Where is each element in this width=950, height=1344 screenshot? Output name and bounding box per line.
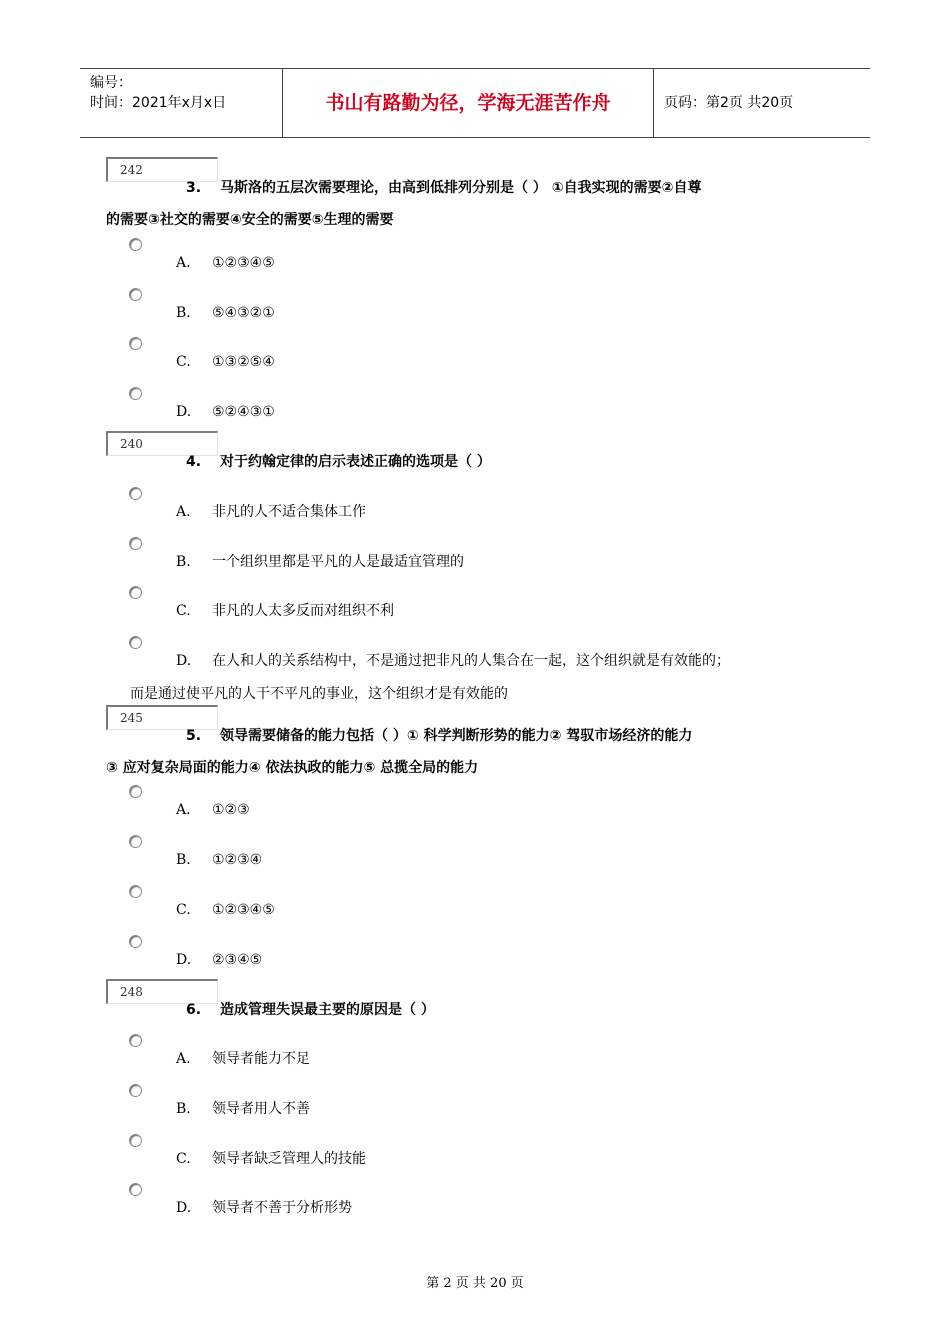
option-label: C. — [176, 902, 191, 918]
option-radio[interactable] — [129, 785, 142, 798]
option-radio[interactable] — [129, 337, 142, 350]
question-text — [106, 446, 846, 478]
option-label: B. — [176, 554, 191, 570]
score-field[interactable]: 240 — [106, 431, 218, 456]
option-radio[interactable] — [129, 1134, 142, 1147]
option-item — [176, 502, 366, 522]
option-text: 领导者用人不善 — [212, 1101, 310, 1117]
question-text — [106, 720, 846, 784]
option-label: C. — [176, 1151, 191, 1167]
score-field[interactable]: 242 — [106, 157, 218, 182]
option-text-continuation: 而是通过使平凡的人干不平凡的事业，这个组织才是有效能的 — [130, 686, 508, 702]
option-text: 领导者能力不足 — [212, 1051, 310, 1067]
option-label: B. — [176, 305, 191, 321]
question-line-1: 造成管理失误最主要的原因是（ ） — [220, 1002, 435, 1018]
score-field[interactable]: 248 — [106, 979, 218, 1004]
option-text: 在人和人的关系结构中，不是通过把非凡的人集合在一起，这个组织就是有效能的； — [212, 653, 730, 669]
option-item — [176, 352, 275, 372]
option-radio[interactable] — [129, 238, 142, 251]
option-radio[interactable] — [129, 288, 142, 301]
option-label: A. — [176, 1051, 191, 1067]
question-number: 5. — [186, 728, 202, 744]
option-radio[interactable] — [129, 387, 142, 400]
option-radio[interactable] — [129, 537, 142, 550]
question-line-2: ③ 应对复杂局面的能力④ 依法执政的能力⑤ 总揽全局的能力 — [106, 760, 479, 776]
option-item — [176, 1099, 310, 1119]
option-text: ①②③ — [212, 802, 250, 818]
option-text: ①②③④⑤ — [212, 902, 275, 918]
option-radio[interactable] — [129, 935, 142, 948]
option-item — [176, 253, 275, 273]
option-label: D. — [176, 404, 192, 420]
option-text: 非凡的人太多反而对组织不利 — [212, 603, 394, 619]
option-radio[interactable] — [129, 487, 142, 500]
option-radio[interactable] — [129, 586, 142, 599]
option-radio[interactable] — [129, 1084, 142, 1097]
option-text: ②③④⑤ — [212, 952, 263, 968]
option-text: ⑤②④③① — [212, 404, 275, 420]
option-item — [176, 1049, 310, 1069]
option-text: ①②③④⑤ — [212, 255, 275, 271]
option-item — [176, 950, 262, 970]
option-label: A. — [176, 504, 191, 520]
option-radio[interactable] — [129, 1034, 142, 1047]
option-label: B. — [176, 852, 191, 868]
option-label: D. — [176, 1200, 192, 1216]
question-line-2: 的需要③社交的需要④安全的需要⑤生理的需要 — [106, 212, 394, 228]
option-text: 领导者缺乏管理人的技能 — [212, 1151, 366, 1167]
option-text: ①②③④ — [212, 852, 263, 868]
option-radio[interactable] — [129, 1183, 142, 1196]
option-radio[interactable] — [129, 636, 142, 649]
option-item — [176, 1198, 352, 1218]
option-item — [176, 651, 730, 671]
option-item — [176, 850, 262, 870]
question-text — [106, 994, 846, 1026]
option-text: ①③②⑤④ — [212, 354, 275, 370]
question-number: 3. — [186, 180, 202, 196]
option-label: D. — [176, 952, 192, 968]
question-line-1: 对于约翰定律的启示表述正确的选项是（ ） — [220, 454, 491, 470]
option-item — [176, 552, 464, 572]
option-text: 领导者不善于分析形势 — [212, 1200, 352, 1216]
option-label: C. — [176, 354, 191, 370]
option-item — [176, 402, 275, 422]
option-label: C. — [176, 603, 191, 619]
option-label: A. — [176, 802, 191, 818]
question-line-1: 马斯洛的五层次需要理论，由高到低排列分别是（ ） ①自我实现的需要②自尊 — [220, 180, 702, 196]
option-radio[interactable] — [129, 835, 142, 848]
option-item — [176, 303, 275, 323]
option-text: 非凡的人不适合集体工作 — [212, 504, 366, 520]
option-item — [176, 900, 275, 920]
header-page-label: 页码：第2页 共20页 — [664, 95, 794, 111]
question-line-1: 领导需要储备的能力包括（ ）① 科学判断形势的能力② 驾驭市场经济的能力 — [220, 728, 693, 744]
option-radio[interactable] — [129, 885, 142, 898]
header-number-label: 编号： — [90, 75, 132, 91]
option-label: D. — [176, 653, 192, 669]
question-number: 6. — [186, 1002, 202, 1018]
header-info — [80, 69, 282, 137]
option-label: A. — [176, 255, 191, 271]
header-motto: 书山有路勤为径，学海无涯苦作舟 — [282, 69, 654, 137]
header-time-label: 时间：2021年x月x日 — [90, 95, 227, 111]
option-label: B. — [176, 1101, 191, 1117]
option-text: 一个组织里都是平凡的人是最适宜管理的 — [212, 554, 464, 570]
option-item — [176, 1149, 366, 1169]
page-header — [80, 68, 870, 138]
option-text: ⑤④③②① — [212, 305, 275, 321]
question-text — [106, 172, 846, 236]
option-item — [176, 601, 394, 621]
score-field[interactable]: 245 — [106, 705, 218, 730]
page-footer: 第 2 页 共 20 页 — [426, 1276, 524, 1291]
question-number: 4. — [186, 454, 202, 470]
option-item — [176, 800, 250, 820]
